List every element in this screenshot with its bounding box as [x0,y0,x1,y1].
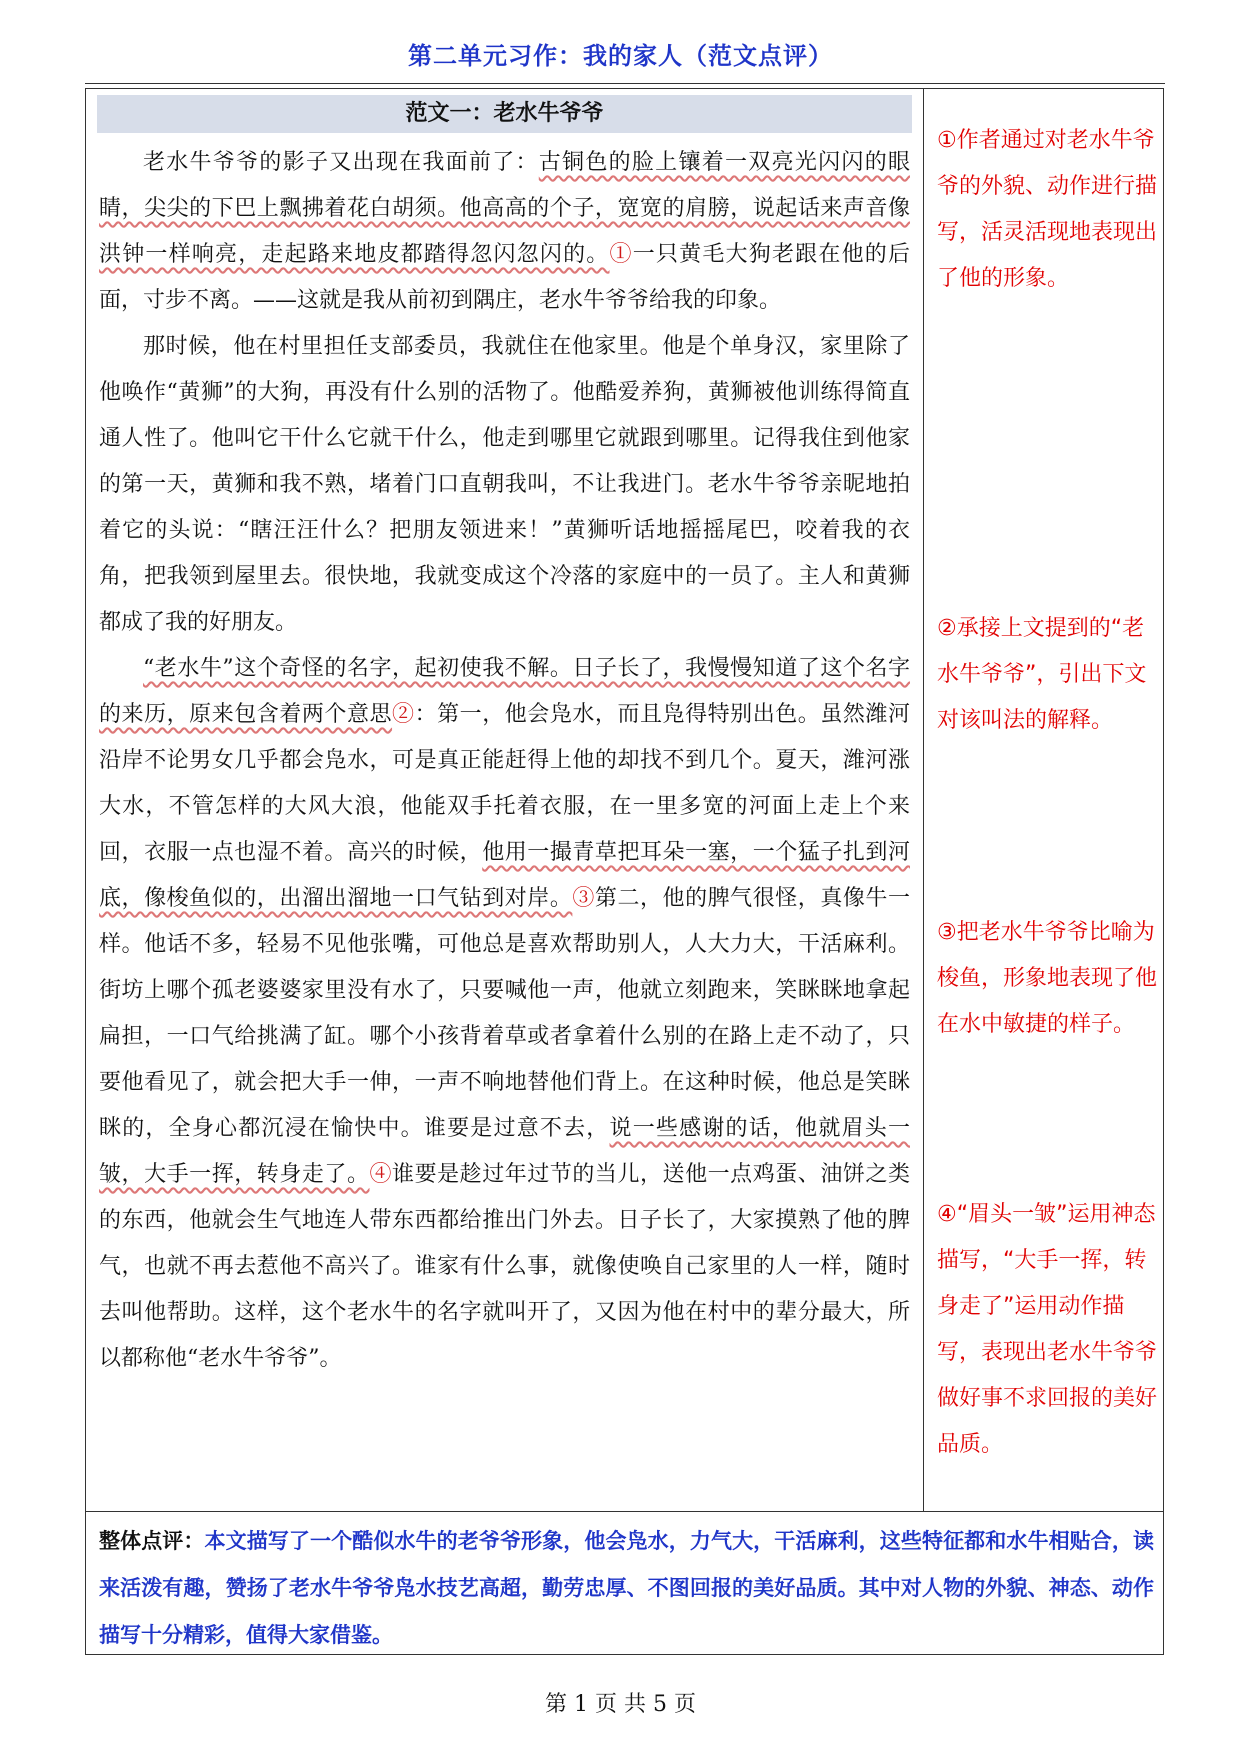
essay-text: 老水牛爷爷的影子又出现在我面前了： [143,150,539,175]
document-title: 第二单元习作：我的家人（范文点评） [408,42,833,70]
overall-comment [99,1518,1154,1659]
essay-text: 一只黄毛大狗老跟在他的后面，寸步不离。——这就是我从前初到隅庄，老水牛爷爷给我的印象。 [99,242,910,313]
essay-paragraph-3 [99,646,910,1382]
header-divider [85,83,1165,84]
page-number: 第 1 页 共 5 页 [545,1692,696,1717]
annotation-marker-3: ③ [572,886,595,911]
overall-comment-text: 本文描写了一个酷似水牛的老爷爷形象，他会凫水，力气大，干活麻利，这些特征都和水牛相贴合，读来活泼有趣，赞扬了老水牛爷爷凫水技艺高超，勤劳忠厚、不图回报的美好品质。其中对人物的外貌、神态、动作描写十分精彩，值得大家借鉴。 [99,1529,1155,1647]
annotation-note-4: ④“眉头一皱”运用神态描写，“大手一挥，转身走了”运用动作描写，表现出老水牛爷爷做好事不求回报的美好品质。 [937,1202,1158,1457]
highlighted-text: 他用一撮青草把耳朵一塞，一个猛子扎到河底，像梭鱼似的，出溜出溜地一口气钻到对岸。 [99,840,910,911]
essay-text: 第二，他的脾气很怪，真像牛一样。他话不多，轻易不见他张嘴，可他总是喜欢帮助别人，人大力大，干活麻利。街坊上哪个孤老婆婆家里没有水了，只要喊他一声，他就立刻跑来，笑眯眯地拿起扁担，一口气给挑满了缸。哪个小孩背着草或者拿着什么别的在路上走不动了，只要他看见了，就会把大手一伸，一声不响地替他们背上。在这种时候，他总是笑眯眯的，全身心都沉浸在愉快中。谁要是过意不去， [99,886,910,1141]
essay-title: 范文一：老水牛爷爷 [97,95,912,133]
essay-text: 谁要是趁过年过节的当儿，送他一点鸡蛋、油饼之类的东西，他就会生气地连人带东西都给推出门外去。日子长了，大家摸熟了他的脾气，也就不再去惹他不高兴了。谁家有什么事，就像使唤自己家里的人一样，随时去叫他帮助。这样，这个老水牛的名字就叫开了，又因为他在村中的辈分最大，所以都称他“老水牛爷爷”。 [99,1162,910,1371]
essay-paragraph-1 [99,140,910,324]
essay-paragraph-2: 那时候，他在村里担任支部委员，我就住在他家里。他是个单身汉，家里除了他唤作“黄狮”的大狗，再没有什么别的活物了。他酷爱养狗，黄狮被他训练得简直通人性了。他叫它干什么它就干什么，他走到哪里它就跟到哪里。记得我住到他家的第一天，黄狮和我不熟，堵着门口直朝我叫，不让我进门。老水牛爷爷亲昵地拍着它的头说：“瞎汪汪什么？把朋友领进来！”黄狮听话地摇摇尾巴，咬着我的衣角，把我领到屋里去。很快地，我就变成这个冷落的家庭中的一员了。主人和黄狮都成了我的好朋友。 [99,334,910,635]
essay-body [99,140,910,1382]
highlighted-text: “老水牛”这个奇怪的名字，起初使我不解。日子长了，我慢慢知道了这个名字的来历，原来包含着两个意思 [99,656,910,727]
table-row-divider [85,1511,1164,1512]
annotation-marker-1: ① [609,242,633,267]
essay-text: ：第一，他会凫水，而且凫得特别出色。虽然潍河沿岸不论男女几乎都会凫水，可是真正能赶得上他的却找不到几个。夏天，潍河涨大水，不管怎样的大风大浪，他能双手托着衣服，在一里多宽的河面上走上个来回，衣服一点也湿不着。高兴的时候， [99,702,910,865]
annotation-note-2: ②承接上文提到的“老水牛爷爷”，引出下文对该叫法的解释。 [937,616,1147,733]
overall-comment-label: 整体点评： [99,1529,205,1553]
table-column-divider [923,88,924,1511]
annotation-marker-2: ② [392,702,415,727]
annotation-note-1: ①作者通过对老水牛爷爷的外貌、动作进行描写，活灵活现地表现出了他的形象。 [937,128,1158,291]
highlighted-text: 说一些感谢的话，他就眉头一皱，大手一挥，转身走了。 [99,1116,910,1187]
annotation-marker-4: ④ [369,1162,393,1187]
annotation-note-3: ③把老水牛爷爷比喻为梭鱼，形象地表现了他在水中敏捷的样子。 [937,920,1158,1037]
highlighted-text: 古铜色的脸上镶着一双亮光闪闪的眼睛，尖尖的下巴上飘拂着花白胡须。他高高的个子，宽宽的肩膀，说起话来声音像洪钟一样响亮，走起路来地皮都踏得忽闪忽闪的。 [99,150,910,267]
